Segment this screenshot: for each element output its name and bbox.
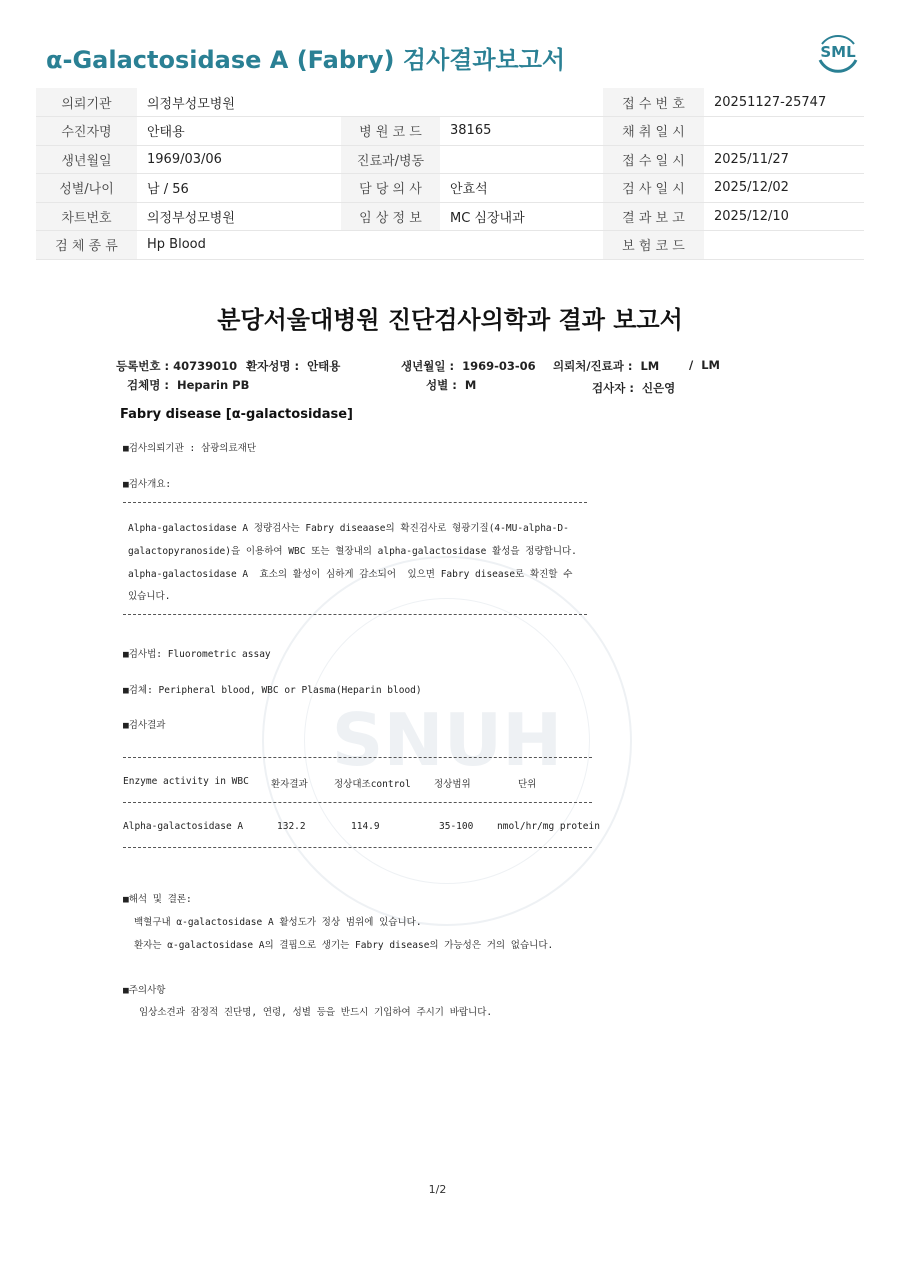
- info-label: 차트번호: [36, 202, 137, 231]
- overview-line: galactopyranoside)을 이용하여 WBC 또는 혈장내의 alpha-galactosidase 활성을 정량합니다.: [128, 546, 577, 557]
- results-col-patient: 환자결과: [271, 779, 308, 790]
- report-title: α-Galactosidase A (Fabry) 검사결과보고서: [46, 46, 566, 74]
- meta-name: 환자성명 : 안태용: [246, 359, 341, 373]
- info-value: 안태용: [137, 117, 341, 146]
- result-control-value: 114.9: [351, 821, 380, 832]
- info-value: 안효석: [440, 174, 603, 203]
- logo-text: SML: [820, 43, 856, 61]
- interpretation-line: 환자는 α-galactosidase A의 결핍으로 생기는 Fabry disease의 가능성은 거의 없습니다.: [134, 940, 554, 951]
- info-label: 성별/나이: [36, 174, 137, 203]
- info-label: 접 수 번 호: [603, 88, 704, 117]
- sml-logo: [814, 30, 862, 76]
- meta-dob: 생년월일 : 1969-03-06: [401, 359, 536, 373]
- meta-dept-2: / LM: [689, 358, 720, 372]
- hospital-seal-watermark: [262, 556, 632, 926]
- info-value: 남 / 56: [137, 174, 341, 203]
- interpretation-title: ■해석 및 결론:: [123, 894, 192, 905]
- info-value: [440, 231, 603, 260]
- table-row: [36, 202, 864, 231]
- table-row: [36, 117, 864, 146]
- info-value: Hp Blood: [137, 231, 341, 260]
- requester-line: ■검사의뢰기관 : 삼광의료재단: [123, 443, 257, 454]
- info-value: 의정부성모병원: [137, 88, 341, 117]
- info-value: MC 심장내과: [440, 202, 603, 231]
- table-row: [36, 145, 864, 174]
- meta-reg: 등록번호 : 40739010: [116, 359, 238, 373]
- test-subject: Fabry disease [α-galactosidase]: [120, 407, 353, 422]
- table-row: [36, 88, 864, 117]
- results-col-range: 정상범위: [434, 779, 471, 790]
- info-label: 의뢰기관: [36, 88, 137, 117]
- result-unit: nmol/hr/mg protein: [497, 821, 600, 832]
- report-heading: 분당서울대병원 진단검사의학과 결과 보고서: [217, 306, 683, 334]
- info-label: [341, 231, 440, 260]
- info-label: 진료과/병동: [341, 145, 440, 174]
- interpretation-line: 백혈구내 α-galactosidase A 활성도가 정상 범위에 있습니다.: [134, 917, 422, 928]
- divider: [123, 614, 587, 615]
- info-value: 20251127-25747: [704, 88, 864, 117]
- info-value: [704, 231, 864, 260]
- info-label: 접 수 일 시: [603, 145, 704, 174]
- info-label: 결 과 보 고: [603, 202, 704, 231]
- patient-info-table: [36, 88, 864, 260]
- meta-dept: 의뢰처/진료과 : LM: [553, 359, 660, 373]
- overview-line: alpha-galactosidase A 효소의 활성이 심하게 감소되어 있으면 Fabry disease로 확진할 수: [128, 569, 573, 580]
- info-value: 2025/11/27: [704, 145, 864, 174]
- info-label: 검 사 일 시: [603, 174, 704, 203]
- info-value: 2025/12/02: [704, 174, 864, 203]
- info-value: [440, 145, 603, 174]
- table-row: [36, 231, 864, 260]
- info-value: 38165: [440, 117, 603, 146]
- method-line: ■검사법: Fluorometric assay: [123, 649, 271, 660]
- meta-specimen: 검체명 : Heparin PB: [127, 378, 250, 392]
- page-number: 1/2: [428, 1183, 447, 1196]
- table-row: [36, 174, 864, 203]
- divider: [123, 757, 592, 758]
- info-label: 생년월일: [36, 145, 137, 174]
- divider: [123, 502, 587, 503]
- watermark-text: SNUH: [331, 698, 563, 782]
- results-title: ■검사결과: [123, 720, 166, 731]
- result-test-name: Alpha-galactosidase A: [123, 821, 244, 832]
- info-label: 수진자명: [36, 117, 137, 146]
- notes-title: ■주의사항: [123, 985, 166, 996]
- info-label: 보 험 코 드: [603, 231, 704, 260]
- meta-tester: 검사자 : 신은영: [592, 381, 676, 395]
- result-patient-value: 132.2: [277, 821, 306, 832]
- results-col-unit: 단위: [518, 779, 537, 790]
- overview-title: ■검사개요:: [123, 479, 172, 490]
- info-value: 의정부성모병원: [137, 202, 341, 231]
- overview-line: Alpha-galactosidase A 정량검사는 Fabry diseaase의 확진검사로 형광기질(4-MU-alpha-D-: [128, 523, 569, 534]
- meta-sex: 성별 : M: [426, 378, 477, 392]
- result-normal-range: 35-100: [439, 821, 474, 832]
- divider: [123, 802, 592, 803]
- notes-line: 임상소견과 잠정적 진단명, 연령, 성별 등을 반드시 기입하여 주시기 바랍니다.: [139, 1007, 493, 1018]
- info-value: [440, 88, 603, 117]
- info-value: 1969/03/06: [137, 145, 341, 174]
- divider: [123, 847, 592, 848]
- info-label: [341, 88, 440, 117]
- overview-line: 있습니다.: [128, 591, 171, 602]
- info-label: 검 체 종 류: [36, 231, 137, 260]
- info-label: 담 당 의 사: [341, 174, 440, 203]
- info-label: 임 상 정 보: [341, 202, 440, 231]
- specimen-line: ■검체: Peripheral blood, WBC or Plasma(Heparin blood): [123, 685, 422, 696]
- info-value: [704, 117, 864, 146]
- info-value: 2025/12/10: [704, 202, 864, 231]
- results-col-control: 정상대조control: [334, 779, 411, 790]
- results-col-enzyme: Enzyme activity in WBC: [123, 776, 249, 787]
- info-label: 병 원 코 드: [341, 117, 440, 146]
- info-label: 채 취 일 시: [603, 117, 704, 146]
